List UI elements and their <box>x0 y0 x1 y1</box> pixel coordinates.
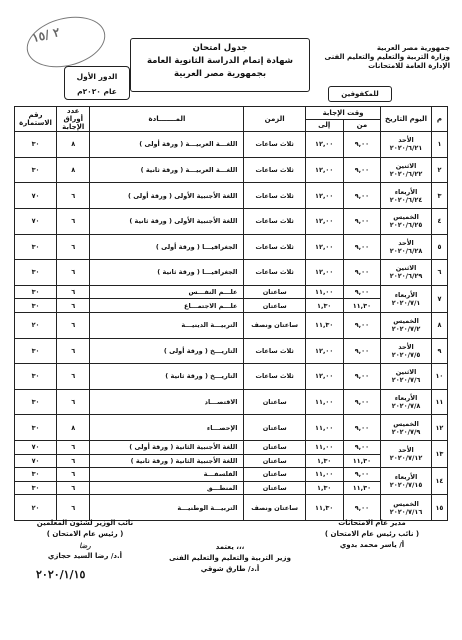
row-to: ١٢,٠٠ <box>305 208 343 234</box>
table-row <box>15 495 448 521</box>
row-duration: ثلاث ساعات <box>244 364 305 390</box>
row-number: ٧ <box>431 285 447 312</box>
row-number: ١٤ <box>431 468 447 495</box>
row-answer-sheets: ٦ <box>57 208 90 234</box>
row-duration: ثلاث ساعات <box>244 234 305 260</box>
row-duration: ساعتان <box>244 481 305 495</box>
row-subject: التربيـــة الوطنيـــة <box>90 495 244 521</box>
signatory-name: أ.د/ رضا السيد حجازي <box>47 552 123 560</box>
row-form-no: ٣٠ <box>15 481 57 495</box>
row-day-date <box>381 495 432 521</box>
row-subject: التاريـــخ ( ورقة ثانية ) <box>90 364 244 390</box>
row-date: ٢٠٢٠/٦/٢٥ <box>389 221 423 230</box>
row-subject: علـــم الاجتمـــاع <box>90 299 244 313</box>
row-duration: ساعتان ونصف <box>244 495 305 521</box>
row-duration: ساعتان <box>244 468 305 482</box>
row-subject: الجغرافيـــا ( ورقة ثانية ) <box>90 260 244 286</box>
table-row <box>15 157 448 183</box>
row-from: ٩,٠٠ <box>343 312 381 338</box>
row-form-no: ٣٠ <box>15 299 57 313</box>
row-answer-sheets: ٦ <box>57 312 90 338</box>
row-answer-sheets: ٦ <box>57 299 90 313</box>
row-answer-sheets: ٨ <box>57 132 90 158</box>
row-form-no: ٣٠ <box>15 234 57 260</box>
row-form-no: ٧٠ <box>15 183 57 209</box>
ministry-line: الإدارة العامة للامتحانات <box>368 62 450 70</box>
row-subject: اللغة الأجنبية الثانية ( ورقة ثانية ) <box>90 454 244 468</box>
header-duration: الزمن <box>244 107 305 132</box>
blind-students-badge: للمكفوفين <box>328 86 392 102</box>
row-duration: ثلاث ساعات <box>244 208 305 234</box>
row-day: الخميس <box>393 213 419 222</box>
row-form-no: ٢٠ <box>15 495 57 521</box>
row-date: ٢٠٢٠/٧/٩ <box>391 427 421 436</box>
table-row <box>15 389 448 415</box>
footer-left-signatory <box>30 518 140 562</box>
footer-right-signatory <box>312 518 432 551</box>
row-day-date <box>381 208 432 234</box>
table-row <box>15 132 448 158</box>
row-subject: التاريـــخ ( ورقة أولى ) <box>90 338 244 364</box>
row-form-no: ٣٠ <box>15 389 57 415</box>
row-from: ٩,٠٠ <box>343 338 381 364</box>
row-date: ٢٠٢٠/٦/٢٢ <box>389 169 423 178</box>
exam-round-box <box>64 66 130 100</box>
table-row <box>15 208 448 234</box>
row-date: ٢٠٢٠/٧/١٢ <box>389 454 423 463</box>
header-subject: المـــــــادة <box>90 107 244 132</box>
row-day-date <box>381 260 432 286</box>
row-date: ٢٠٢٠/٧/٦ <box>391 376 421 385</box>
exam-schedule-table <box>14 106 448 521</box>
row-subject: اللغـــة العربيـــة ( ورقة أولى ) <box>90 132 244 158</box>
row-to: ١١,٣٠ <box>305 495 343 521</box>
row-day: الأربعاء <box>394 290 418 299</box>
signatory-role: ( رئيس عام الامتحان ) <box>46 530 124 538</box>
row-number: ١٣ <box>431 441 447 468</box>
row-from: ٩,٠٠ <box>343 495 381 521</box>
row-duration: ساعتان <box>244 285 305 299</box>
row-number: ٨ <box>431 312 447 338</box>
table-row <box>15 234 448 260</box>
table-row <box>15 468 448 482</box>
row-from: ١١,٣٠ <box>343 454 381 468</box>
row-day: الأربعاء <box>394 394 418 403</box>
row-date: ٢٠٢٠/٦/٢١ <box>389 144 423 153</box>
row-to: ١٢,٠٠ <box>305 157 343 183</box>
row-duration: ثلاث ساعات <box>244 183 305 209</box>
row-date: ٢٠٢٠/٧/٨ <box>391 402 421 411</box>
row-day: الاثنين <box>395 368 417 377</box>
row-number: ١١ <box>431 389 447 415</box>
row-to: ١,٣٠ <box>305 299 343 313</box>
row-form-no: ٧٠ <box>15 208 57 234</box>
row-date: ٢٠٢٠/٧/٥ <box>391 350 421 359</box>
row-to: ١١,٠٠ <box>305 389 343 415</box>
footer-center-approval <box>150 542 310 575</box>
row-answer-sheets: ٦ <box>57 338 90 364</box>
table-row <box>15 415 448 441</box>
row-number: ٥ <box>431 234 447 260</box>
row-form-no: ٣٠ <box>15 468 57 482</box>
row-from: ٩,٠٠ <box>343 234 381 260</box>
row-form-no: ٣٠ <box>15 415 57 441</box>
row-number: ١٢ <box>431 415 447 441</box>
signatory-role: ( نائب رئيس عام الامتحان ) <box>324 530 420 538</box>
row-to: ١١,٠٠ <box>305 468 343 482</box>
row-day-date <box>381 415 432 441</box>
row-day: الاثنين <box>395 264 417 273</box>
row-to: ١٢,٠٠ <box>305 234 343 260</box>
table-row <box>15 285 448 299</box>
row-day: الاثنين <box>395 161 417 170</box>
header-answer-time: وقت الإجابة <box>305 107 380 120</box>
row-answer-sheets: ٦ <box>57 481 90 495</box>
row-date: ٢٠٢٠/٧/١٥ <box>389 481 423 490</box>
row-to: ١١,٠٠ <box>305 415 343 441</box>
row-subject: التربيـــة الدينيـــة <box>90 312 244 338</box>
minister-name: أ.د/ طارق شوقي <box>200 565 260 573</box>
row-answer-sheets: ٦ <box>57 260 90 286</box>
round-label: الدور الأول <box>76 72 118 81</box>
row-duration: ساعتان <box>244 415 305 441</box>
row-day-date <box>381 468 432 495</box>
row-to: ١٢,٠٠ <box>305 364 343 390</box>
row-subject: اللغة الأجنبية الأولى ( ورقة أولى ) <box>90 183 244 209</box>
row-number: ١ <box>431 132 447 158</box>
header-from: من <box>343 119 381 132</box>
row-subject: اللغة الأجنبية الأولى ( ورقة ثانية ) <box>90 208 244 234</box>
signatory-title: نائب الوزير لشئون المعلمين <box>36 519 134 527</box>
row-number: ٣ <box>431 183 447 209</box>
row-to: ١,٣٠ <box>305 481 343 495</box>
ministry-line: وزارة التربية والتعليم والتعليم الفنى <box>324 53 450 61</box>
row-answer-sheets: ٦ <box>57 389 90 415</box>
row-answer-sheets: ٨ <box>57 157 90 183</box>
row-answer-sheets: ٦ <box>57 441 90 455</box>
row-to: ١٢,٠٠ <box>305 338 343 364</box>
row-answer-sheets: ٨ <box>57 415 90 441</box>
row-from: ١١,٣٠ <box>343 299 381 313</box>
row-duration: ساعتان <box>244 454 305 468</box>
row-day: الأحد <box>398 446 414 455</box>
row-duration: ثلاث ساعات <box>244 132 305 158</box>
header-day-date: اليوم التاريخ <box>381 107 432 132</box>
row-day-date <box>381 338 432 364</box>
row-subject: اللغـــة العربيـــة ( ورقة ثانية ) <box>90 157 244 183</box>
title-line: شهادة إتمام الدراسة الثانوية العامة <box>146 56 294 66</box>
row-to: ١٢,٠٠ <box>305 183 343 209</box>
row-day: الخميس <box>393 499 419 508</box>
row-number: ١٠ <box>431 364 447 390</box>
row-subject: المنطـــق <box>90 481 244 495</box>
row-subject: الفلسفـــة <box>90 468 244 482</box>
row-day: الأربعاء <box>394 187 418 196</box>
signatory-title: مدير عام الامتحانات <box>338 519 406 527</box>
row-form-no: ٧٠ <box>15 441 57 455</box>
row-subject: اللغة الأجنبية الثانية ( ورقة أولى ) <box>90 441 244 455</box>
row-number: ٩ <box>431 338 447 364</box>
row-form-no: ٣٠ <box>15 260 57 286</box>
row-date: ٢٠٢٠/٧/٢ <box>391 325 421 334</box>
table-row <box>15 183 448 209</box>
row-number: ٢ <box>431 157 447 183</box>
row-answer-sheets: ٦ <box>57 468 90 482</box>
row-day-date <box>381 389 432 415</box>
title-line: جدول امتحان <box>192 43 248 53</box>
table-body <box>15 132 448 521</box>
handwritten-mark: ٢ /١٥ <box>30 24 62 46</box>
row-to: ١٢,٠٠ <box>305 132 343 158</box>
row-day: الخميس <box>393 317 419 326</box>
row-from: ٩,٠٠ <box>343 364 381 390</box>
row-day-date <box>381 364 432 390</box>
year-label: عام ٢٠٢٠م <box>77 87 117 96</box>
row-day-date <box>381 312 432 338</box>
title-line: بجمهورية مصر العربية <box>173 69 267 79</box>
header-num: م <box>431 107 447 132</box>
row-number: ١٥ <box>431 495 447 521</box>
row-number: ٦ <box>431 260 447 286</box>
row-duration: ثلاث ساعات <box>244 157 305 183</box>
row-date: ٢٠٢٠/٦/٢٨ <box>389 246 423 255</box>
row-answer-sheets: ٦ <box>57 234 90 260</box>
row-day: الخميس <box>393 419 419 428</box>
row-answer-sheets: ٦ <box>57 364 90 390</box>
row-from: ٩,٠٠ <box>343 157 381 183</box>
row-form-no: ٣٠ <box>15 364 57 390</box>
ministry-line: جمهورية مصر العربية <box>376 44 450 52</box>
table-row <box>15 312 448 338</box>
row-to: ١٢,٠٠ <box>305 260 343 286</box>
ministry-header <box>310 44 450 71</box>
row-duration: ساعتان <box>244 299 305 313</box>
row-day-date <box>381 285 432 312</box>
row-form-no: ٣٠ <box>15 285 57 299</box>
approval-label: يعتمد ،،، <box>215 543 245 551</box>
row-from: ٩,٠٠ <box>343 441 381 455</box>
table-row <box>15 441 448 455</box>
row-from: ٩,٠٠ <box>343 183 381 209</box>
row-from: ٩,٠٠ <box>343 132 381 158</box>
row-subject: علـــم النفـــس <box>90 285 244 299</box>
row-from: ٩,٠٠ <box>343 389 381 415</box>
row-answer-sheets: ٦ <box>57 183 90 209</box>
row-from: ١١,٣٠ <box>343 481 381 495</box>
row-day: الأحد <box>398 342 414 351</box>
row-day: الأربعاء <box>394 473 418 482</box>
row-date: ٢٠٢٠/٦/٢٤ <box>389 195 423 204</box>
row-number: ٤ <box>431 208 447 234</box>
row-answer-sheets: ٦ <box>57 495 90 521</box>
table-row <box>15 338 448 364</box>
row-date: ٢٠٢٠/٧/١٦ <box>389 507 423 516</box>
header-to: إلى <box>305 119 343 132</box>
row-duration: ثلاث ساعات <box>244 338 305 364</box>
row-day: الأحد <box>398 238 414 247</box>
row-subject: الإحصـــاء <box>90 415 244 441</box>
row-answer-sheets: ٦ <box>57 454 90 468</box>
signature: رضا <box>79 541 91 550</box>
row-day-date <box>381 234 432 260</box>
row-to: ١١,٠٠ <box>305 285 343 299</box>
row-duration: ساعتان ونصف <box>244 312 305 338</box>
signatory-name: أ/ ياسر محمد بدوي <box>339 541 405 549</box>
table-row <box>15 364 448 390</box>
row-date: ٢٠٢٠/٧/١ <box>391 298 421 307</box>
table-header-row <box>15 107 448 120</box>
row-form-no: ٣٠ <box>15 338 57 364</box>
row-form-no: ٣٠ <box>15 157 57 183</box>
row-date: ٢٠٢٠/٦/٢٩ <box>389 272 423 281</box>
header-answer-sheets: عدد أوراق الإجابة <box>57 107 90 132</box>
row-duration: ثلاث ساعات <box>244 260 305 286</box>
row-day-date <box>381 183 432 209</box>
row-day: الأحد <box>398 136 414 145</box>
minister-title: وزير التربية والتعليم والتعليم الفنى <box>169 554 291 562</box>
row-from: ٩,٠٠ <box>343 468 381 482</box>
table-row <box>15 260 448 286</box>
row-duration: ساعتان <box>244 441 305 455</box>
row-to: ١١,٠٠ <box>305 441 343 455</box>
row-from: ٩,٠٠ <box>343 285 381 299</box>
row-day-date <box>381 441 432 468</box>
row-form-no: ٧٠ <box>15 454 57 468</box>
row-answer-sheets: ٦ <box>57 285 90 299</box>
row-subject: الاقتصـــاد <box>90 389 244 415</box>
row-form-no: ٣٠ <box>15 132 57 158</box>
row-duration: ساعتان <box>244 389 305 415</box>
row-subject: الجغرافيـــا ( ورقة أولى ) <box>90 234 244 260</box>
row-day-date <box>381 132 432 158</box>
row-to: ١١,٣٠ <box>305 312 343 338</box>
row-from: ٩,٠٠ <box>343 415 381 441</box>
handwritten-date: ٢٠٢٠/١/١٥ <box>36 568 86 581</box>
row-day-date <box>381 157 432 183</box>
row-to: ١,٣٠ <box>305 454 343 468</box>
document-title <box>130 38 310 92</box>
row-form-no: ٢٠ <box>15 312 57 338</box>
row-from: ٩,٠٠ <box>343 260 381 286</box>
header-form-no: رقم الاستمارة <box>15 107 57 132</box>
row-from: ٩,٠٠ <box>343 208 381 234</box>
